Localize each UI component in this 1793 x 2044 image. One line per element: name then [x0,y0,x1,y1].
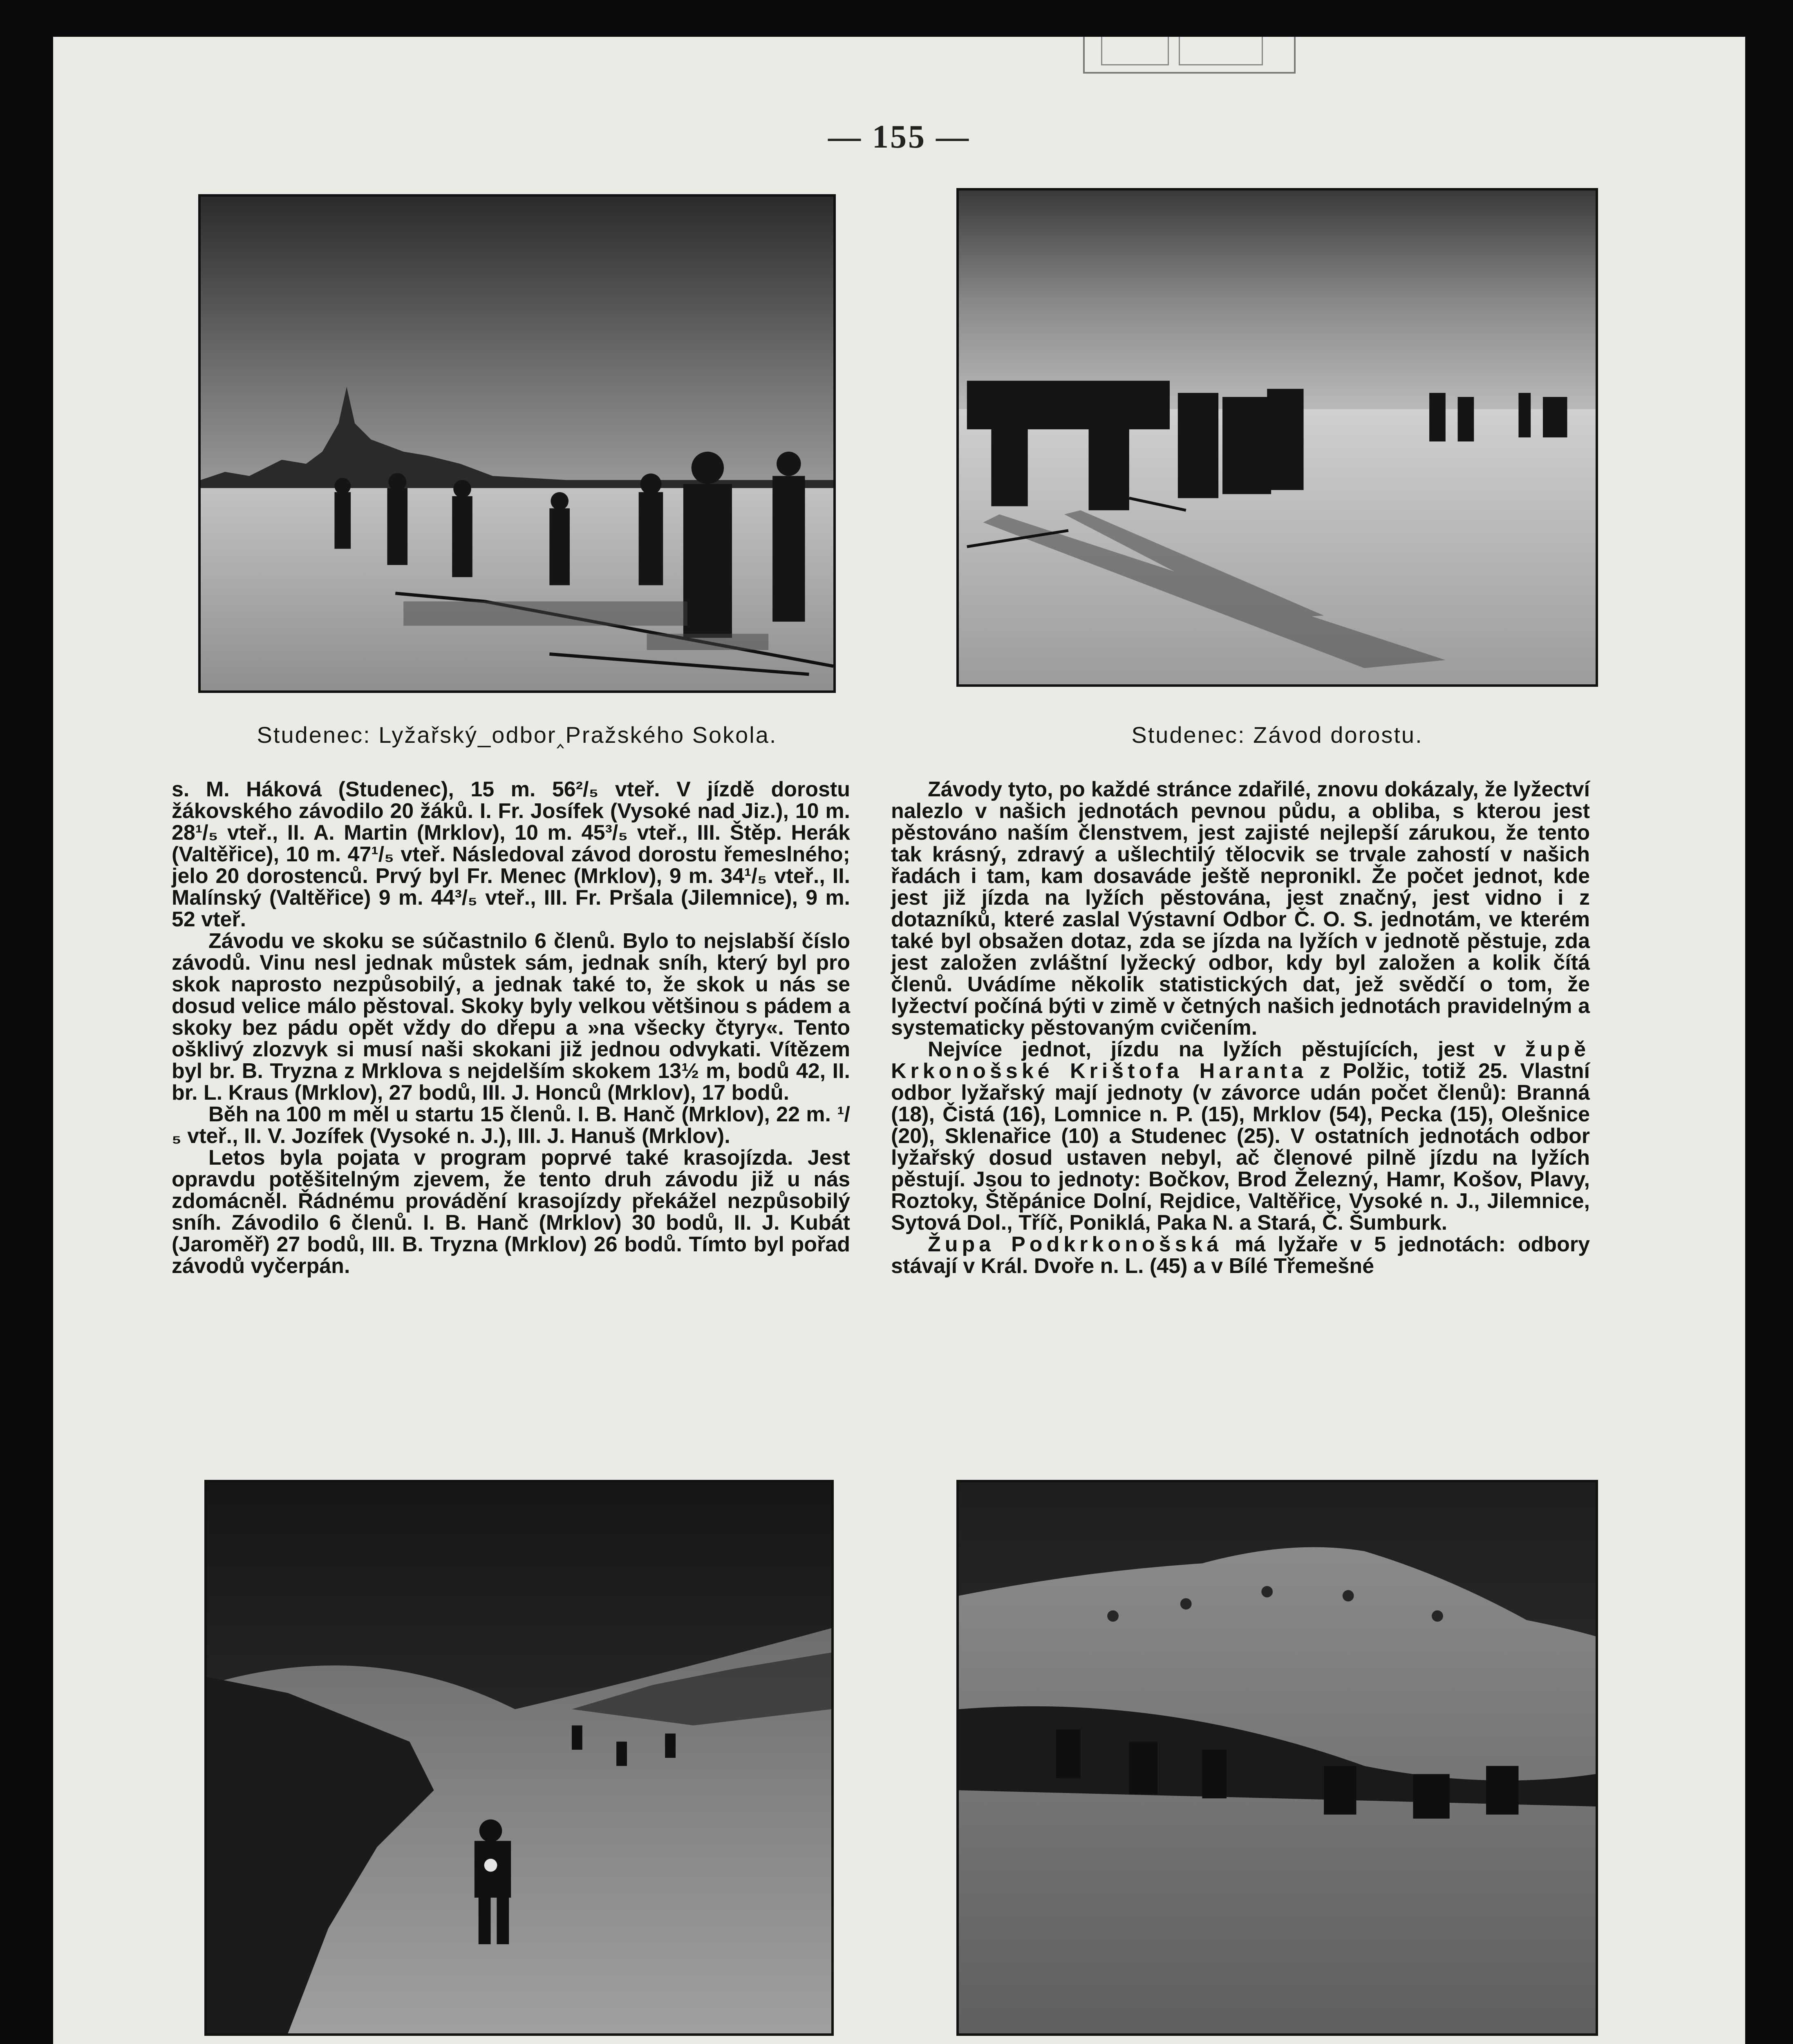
paragraph: s. M. Háková (Studenec), 15 m. 56²/₅ vteř. V jízdě dorostu žákovského závodilo 20 žáků. I. Fr. Josífek (Vysoké nad Jiz.), 10 m. 28¹/₅ vteř., II. A. Martin (Mrklov), 10 m. 45³/₅ vteř., III. Štěp. Herák (Valtěřice), 10 m. 47¹/₅ vteř. Následoval závod dorostu řemeslného; jelo 20 dorostenců. Prvý byl Fr. Menec (Mrklov), 9 m. 34¹/₅ vteř., II. Malínský (Valtěřice) 9 m. 44³/₅ vteř., III. Fr. Pršala (Jilemnice), 9 m. 52 vteř. [172,778,850,931]
left-text-column [172,779,850,1277]
paragraph: Závodu ve skoku se súčastnilo 6 členů. Bylo to nejslabší číslo závodů. Vinu nesl jednak můstek sám, jednak sníh, který byl pro skok naprosto nezpůsobilý, a jednak také to, že skok u nás se dosud velice málo pěstoval. Skoky byly velkou většinou s pádem a skoky bez pádu opět vždy do dřepu a »na všecky čtyry«. Tento ošklivý zlozvyk si musí naši skokani již jednou odvykati. Vítězem byl br. B. Tryzna z Mrklova s nejdelším skokem 13½ m, bodů 42, II. br. L. Kraus (Mrklov), 27 bodů, III. J. Honců (Mrklov), 17 bodů. [172,929,850,1105]
caption-photo-1: Studenec: Lyžařský_odbor‸Pražského Sokola. [257,722,777,748]
zupa-name: Župa Podkrkonošská [928,1233,1223,1256]
page [53,37,1745,2044]
paragraph-text: Nejvíce jednot, jízdu na lyžích pěstujících, jest v [928,1038,1525,1061]
paragraph: Běh na 100 m měl u startu 15 členů. I. B. Hanč (Mrklov), 22 m. ¹/₅ vteř., II. V. Jozífek (Vysoké n. J.), III. J. Hanuš (Mrklov). [172,1103,850,1148]
library-stamp [1083,37,1296,74]
right-text-column [891,779,1590,1277]
photo-pupils-race [956,1480,1598,2036]
caption-photo-2: Studenec: Závod dorostu. [1131,722,1423,748]
photo-youth-race [956,188,1598,687]
zupa-name: župě Krkonošské Krištofa Haranta [891,1038,1590,1083]
photo-women-race [204,1480,834,2036]
photo-skiers-village [198,194,836,693]
paragraph: Letos byla pojata v program poprvé také krasojízda. Jest opravdu potěšitelným zjevem, že tento druh závodu již u nás zdomácněl. Řádnému provádění krasojízdy překážel nezpůsobilý sníh. Závodilo 6 členů. I. B. Hanč (Mrklov) 30 bodů, II. J. Kubát (Jaroměř) 27 bodů, III. B. Tryzna (Mrklov) 26 bodů. Tímto byl pořad závodů vyčerpán. [172,1146,850,1278]
paragraph [891,1234,1590,1277]
paragraph [891,1039,1590,1234]
paragraph-text: má lyžaře v 5 jednotách: odbory stávají v Král. Dvoře n. L. (45) a v Bílé Třemešné [891,1233,1590,1278]
paragraph: Závody tyto, po každé stránce zdařilé, znovu dokázaly, že lyžectví nalezlo v našich jednotách pevnou půdu, a obliba, s kterou jest pěstováno naším členstvem, jest zajisté nejlepší zárukou, že tento tak krásný, zdravý a ušlechtilý tělocvik se trvale zahostí v našich řadách i tam, kam dosaváde ještě nepronikl. Že počet jednot, kde jest již jízda na lyžích pěstována, jest značný, jest vidno i z dotazníků, které zaslal Výstavní Odbor Č. O. S. jednotám, ve kterém také byl obsažen dotaz, zda se jízda na lyžích v jednotě pěstuje, zda jest založen zvláštní lyžecký odbor, kdy byl založen a kolik čítá členů. Uvádíme několik statistických dat, jež svědčí o tom, že lyžectví počíná býti v zimě v četných našich jednotách pravidelným a systematicky pěstovaným cvičením. [891,778,1590,1040]
paragraph-text: z Polžic, totiž 25. Vlastní odbor lyžařský mají jednoty (v závorce udán počet členů): Branná (18), Čistá (16), Lomnice n. P. (15), Mrklov (54), Pecka (15), Olešnice (20), Sklenařice (10) a Studenec (25). V ostatních jednotách odbor lyžařský dosud ustaven nebyl, ač členové pilně jízdu na lyžích pěstují. Jsou to jednoty: Bočkov, Brod Železný, Hamr, Košov, Plavy, Roztoky, Štěpánice Dolní, Rejdice, Valtěřice, Vysoké n. J., Jilemnice, Sytová Dol., Tříč, Poniklá, Paka N. a Stará, Č. Šumburk. [891,1059,1590,1235]
page-number: — 155 — [828,119,970,155]
